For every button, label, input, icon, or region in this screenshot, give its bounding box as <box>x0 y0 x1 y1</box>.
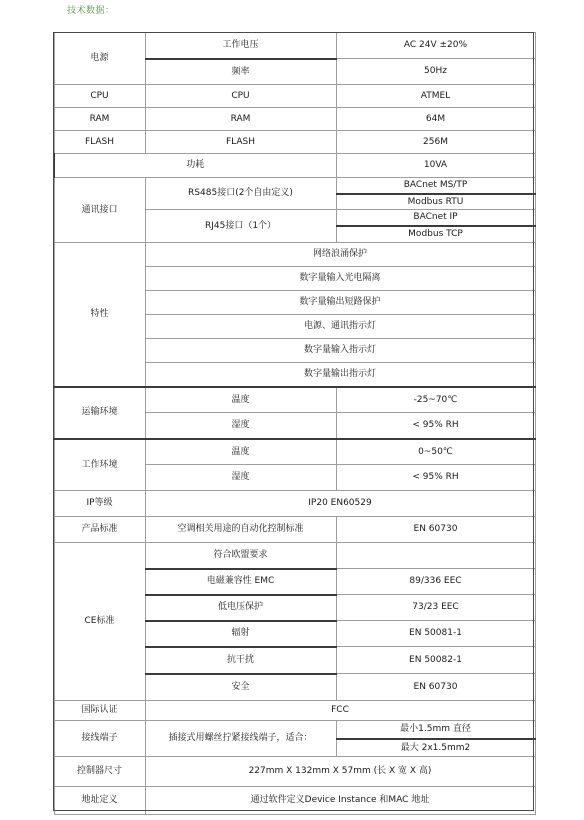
cpu-sub: CPU <box>145 85 336 108</box>
ce-item-name: 辐射 <box>145 621 336 647</box>
transport-temp-label: 温度 <box>145 387 336 413</box>
row-label-power: 电源 <box>54 33 145 85</box>
ce-item-value: EN 50082-1 <box>336 647 535 674</box>
working-temp-value: 0~50℃ <box>336 439 535 465</box>
cpu-value: ATMEL <box>336 85 535 108</box>
rj45-value-2: Modbus TCP <box>336 226 535 243</box>
voltage-value: AC 24V ±20% <box>336 33 535 59</box>
transport-temp-value: -25~70℃ <box>336 387 535 413</box>
rj45-value-1: BACnet IP <box>336 210 535 226</box>
row-label-product: 产品标准 <box>54 517 145 543</box>
product-value: EN 60730 <box>336 517 535 543</box>
ce-item-value: 73/23 EEC <box>336 595 535 621</box>
ce-item-value <box>336 543 535 569</box>
row-label-flash: FLASH <box>54 131 145 154</box>
rs485-value-2: Modbus RTU <box>336 194 535 210</box>
rs485-label: RS485接口(2个自由定义) <box>145 178 336 210</box>
ce-item-name: 电磁兼容性 EMC <box>145 569 336 595</box>
rs485-value-1: BACnet MS/TP <box>336 178 535 194</box>
feature-item: 电源、通讯指示灯 <box>145 315 535 339</box>
feature-item: 数字量输入指示灯 <box>145 339 535 363</box>
voltage-label: 工作电压 <box>145 33 336 59</box>
feature-item: 网络浪涌保护 <box>145 243 535 267</box>
ce-item-value: EN 60730 <box>336 674 535 701</box>
ce-item-value: 89/336 EEC <box>336 569 535 595</box>
flash-value: 256M <box>336 131 535 154</box>
transport-humidity-label: 湿度 <box>145 413 336 439</box>
working-temp-label: 温度 <box>145 439 336 465</box>
ip-value: IP20 EN60529 <box>145 491 535 517</box>
feature-item: 数字量输入光电隔离 <box>145 267 535 291</box>
frequency-value: 50Hz <box>336 59 535 85</box>
ram-sub: RAM <box>145 108 336 131</box>
ce-item-name: 抗干扰 <box>145 647 336 674</box>
feature-item: 数字量输出指示灯 <box>145 363 535 387</box>
terminal-sub: 插接式用螺丝拧紧接线端子，适合： <box>145 721 336 757</box>
flash-sub: FLASH <box>145 131 336 154</box>
row-label-address: 地址定义 <box>54 787 145 815</box>
consumption-value: 10VA <box>336 154 535 178</box>
terminal-value-2: 最大 2x1.5mm2 <box>336 739 535 757</box>
ce-item-value: EN 50081-1 <box>336 621 535 647</box>
terminal-value-1: 最小1.5mm 直径 <box>336 721 535 739</box>
ce-item-name: 低电压保护 <box>145 595 336 621</box>
row-label-transport: 运输环境 <box>54 387 145 439</box>
feature-item: 数字量输出短路保护 <box>145 291 535 315</box>
row-label-comm: 通讯接口 <box>54 178 145 243</box>
spec-table <box>53 32 536 815</box>
row-label-size: 控制器尺寸 <box>54 757 145 787</box>
row-label-terminal: 接线端子 <box>54 721 145 757</box>
rj45-label: RJ45接口（1个） <box>145 210 336 243</box>
frequency-label: 频率 <box>145 59 336 85</box>
row-label-cpu: CPU <box>54 85 145 108</box>
row-label-ram: RAM <box>54 108 145 131</box>
ce-item-name: 安全 <box>145 674 336 701</box>
transport-humidity-value: < 95% RH <box>336 413 535 439</box>
ce-item-name: 符合欧盟要求 <box>145 543 336 569</box>
row-label-ce: CE标准 <box>54 543 145 701</box>
product-sub: 空调相关用途的自动化控制标准 <box>145 517 336 543</box>
working-humidity-label: 湿度 <box>145 465 336 491</box>
row-label-intl: 国际认证 <box>54 701 145 721</box>
address-value: 通过软件定义Device Instance 和MAC 地址 <box>145 787 535 815</box>
row-label-working: 工作环境 <box>54 439 145 491</box>
size-value: 227mm X 132mm X 57mm (长 X 宽 X 高) <box>145 757 535 787</box>
row-label-features: 特性 <box>54 243 145 387</box>
working-humidity-value: < 95% RH <box>336 465 535 491</box>
row-label-ip: IP等级 <box>54 491 145 517</box>
intl-value: FCC <box>145 701 535 721</box>
ram-value: 64M <box>336 108 535 131</box>
row-label-consumption: 功耗 <box>54 154 336 178</box>
section-heading: 技术数据： <box>67 6 115 16</box>
